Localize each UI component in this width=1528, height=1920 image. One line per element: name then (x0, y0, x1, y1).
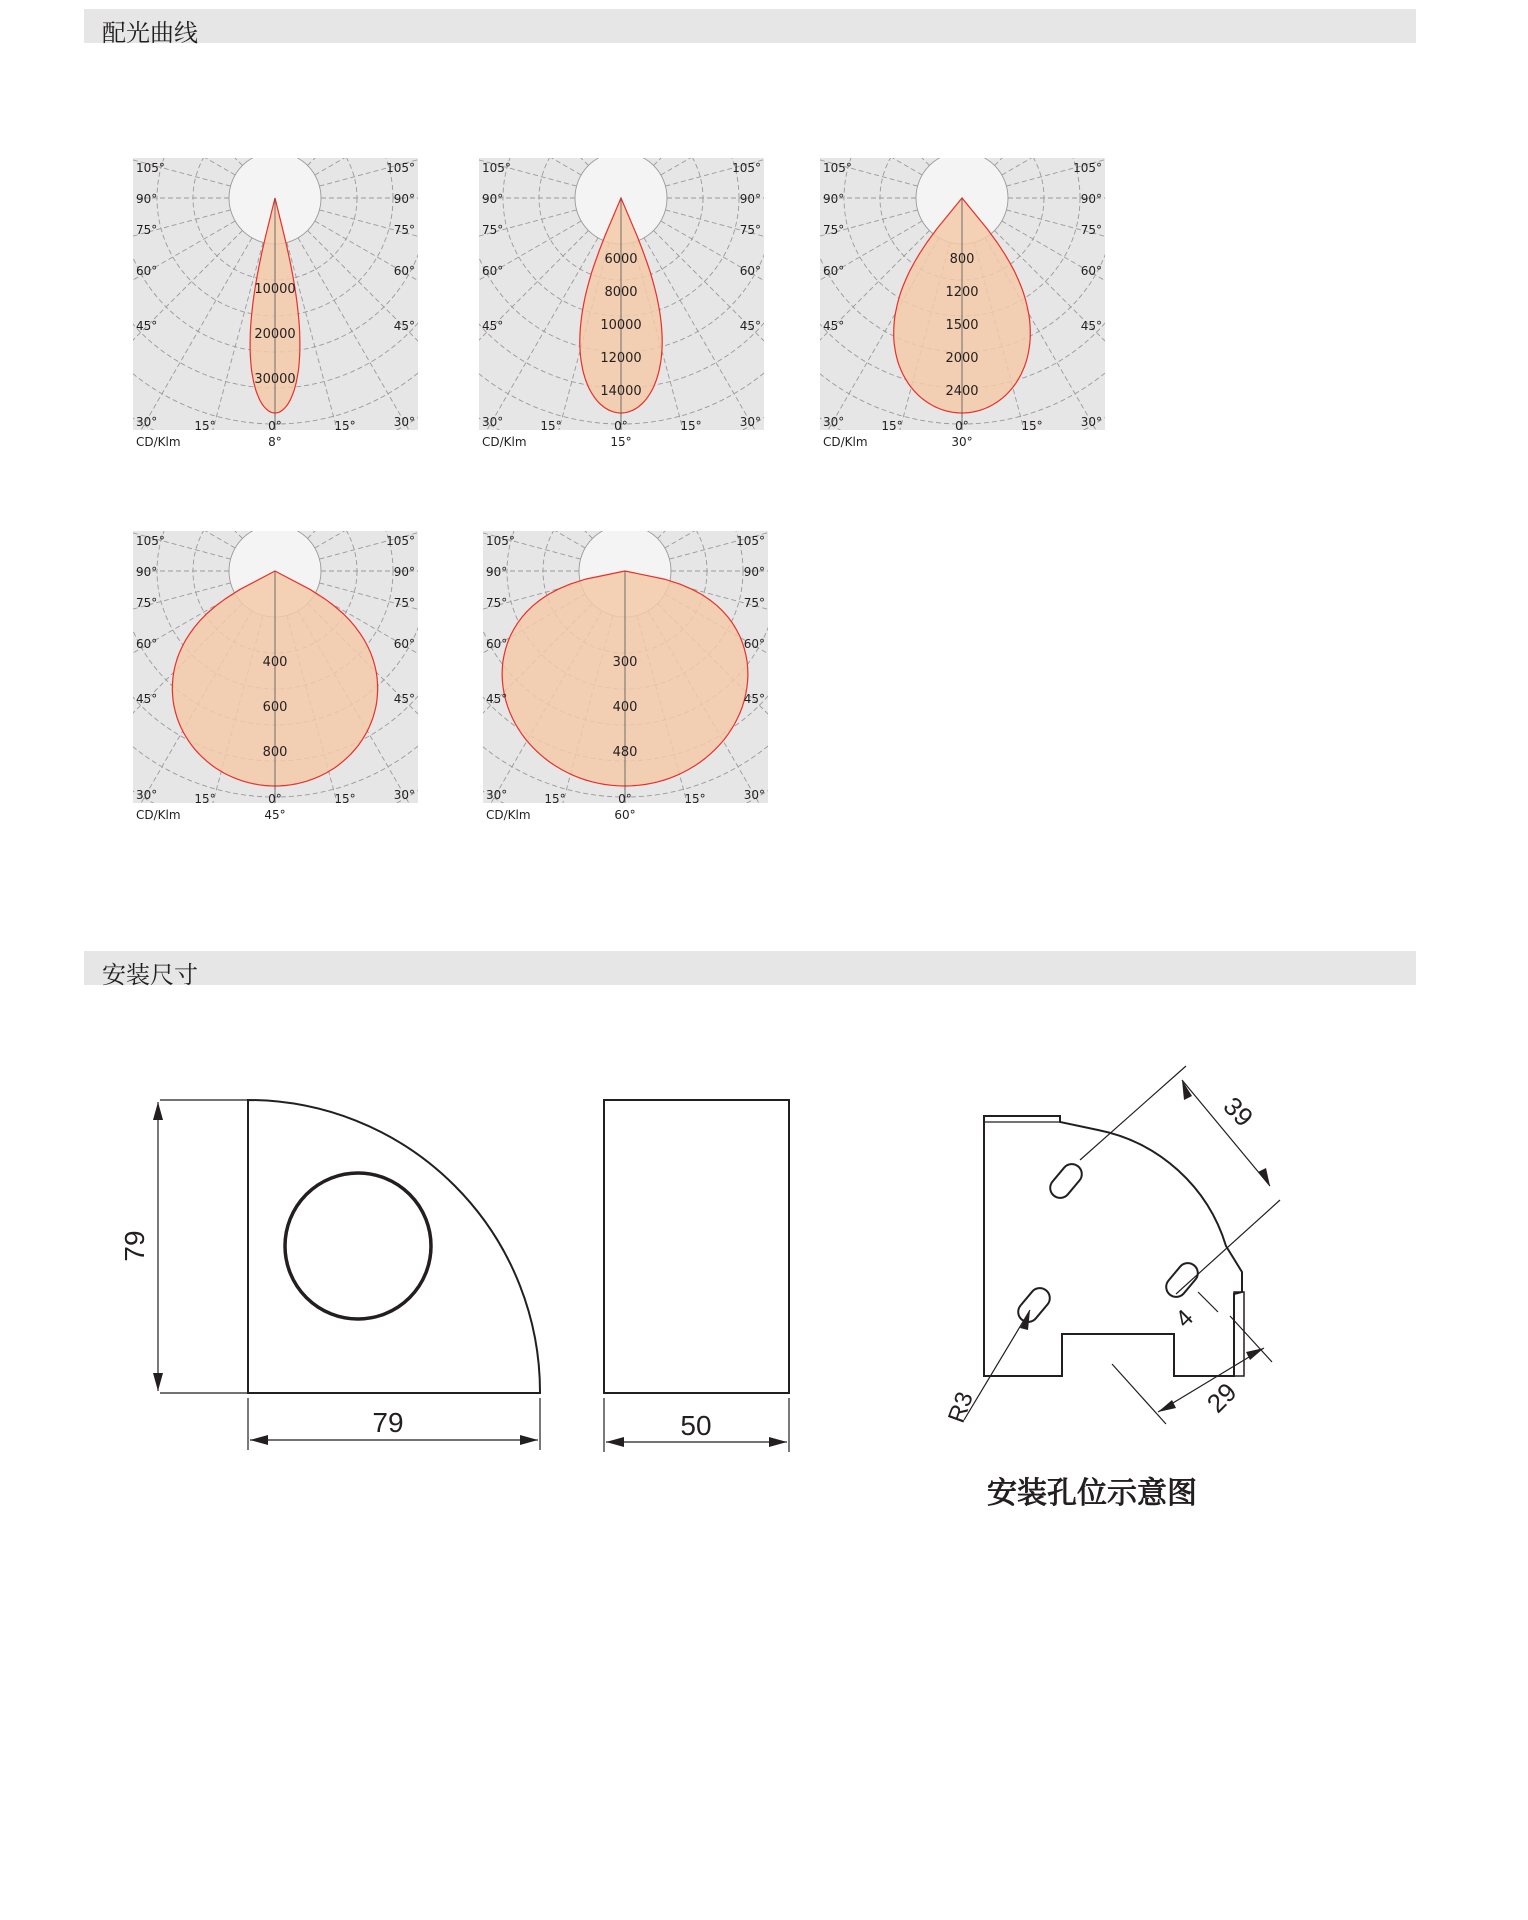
beam-angle-label: 45° (264, 808, 286, 822)
angle-label-right: 75° (393, 596, 415, 610)
angle-label-right: 75° (743, 596, 765, 610)
angle-label-0: 0° (614, 419, 628, 433)
angle-label-15-left: 15° (194, 419, 216, 433)
angle-label-15-right: 15° (334, 792, 356, 806)
angle-label-right: 105° (1073, 161, 1102, 175)
angle-label-left: 75° (823, 223, 845, 237)
angle-label-0: 0° (955, 419, 969, 433)
front-view-drawing (119, 1080, 550, 1460)
unit-label: CD/Klm (486, 808, 531, 822)
dim-width-label: 79 (372, 1407, 404, 1438)
beam-angle-label: 15° (610, 435, 632, 449)
angle-label-right: 30° (743, 788, 765, 802)
angle-label-left: 90° (823, 192, 845, 206)
angle-label-right: 90° (393, 192, 415, 206)
angle-label-right: 30° (739, 415, 761, 429)
ring-value-label: 8000 (604, 285, 638, 300)
ring-value-label: 480 (612, 745, 638, 760)
angle-label-left: 45° (482, 319, 504, 333)
ring-value-label: 30000 (254, 372, 296, 387)
angle-label-left: 60° (482, 264, 504, 278)
angle-label-right: 105° (386, 534, 415, 548)
angle-label-right: 90° (393, 565, 415, 579)
mounting-slot (1014, 1284, 1054, 1326)
angle-label-left: 90° (486, 565, 508, 579)
angle-label-left: 45° (136, 692, 158, 706)
angle-label-right: 60° (743, 637, 765, 651)
section-title: 安装尺寸 (102, 961, 198, 989)
angle-label-15-right: 15° (334, 419, 356, 433)
angle-label-right: 60° (393, 637, 415, 651)
angle-label-right: 60° (1080, 264, 1102, 278)
mounting-slot (1046, 1160, 1086, 1202)
angle-label-left: 90° (136, 565, 158, 579)
dim-depth-label: 50 (680, 1410, 712, 1441)
beam-angle-label: 30° (951, 435, 973, 449)
polar-chart-60deg (483, 531, 773, 831)
angle-label-0: 0° (268, 792, 282, 806)
angle-label-left: 30° (486, 788, 508, 802)
angle-label-right: 45° (1080, 319, 1102, 333)
unit-label: CD/Klm (136, 435, 181, 449)
angle-label-left: 105° (136, 534, 165, 548)
angle-label-right: 90° (739, 192, 761, 206)
angle-label-left: 75° (136, 596, 158, 610)
angle-label-right: 30° (393, 788, 415, 802)
ring-value-label: 6000 (604, 252, 638, 267)
ring-value-label: 2000 (945, 351, 979, 366)
ring-value-label: 20000 (254, 327, 296, 342)
angle-label-15-left: 15° (544, 792, 566, 806)
angle-label-right: 105° (386, 161, 415, 175)
unit-label: CD/Klm (136, 808, 181, 822)
angle-label-left: 45° (136, 319, 158, 333)
polar-chart-45deg (133, 531, 423, 831)
polar-chart-8deg (133, 158, 423, 458)
ring-value-label: 10000 (600, 318, 642, 333)
angle-label-right: 105° (732, 161, 761, 175)
bracket-outline (984, 1116, 1242, 1376)
ring-value-label: 800 (262, 745, 288, 760)
angle-label-left: 60° (486, 637, 508, 651)
dim-39-label: 39 (1217, 1090, 1260, 1133)
angle-label-0: 0° (618, 792, 632, 806)
angle-label-right: 45° (393, 692, 415, 706)
unit-label: CD/Klm (482, 435, 527, 449)
angle-label-right: 105° (736, 534, 765, 548)
polar-chart-15deg (479, 158, 769, 458)
angle-label-right: 30° (1080, 415, 1102, 429)
angle-label-left: 30° (823, 415, 845, 429)
angle-label-left: 45° (823, 319, 845, 333)
angle-label-left: 105° (136, 161, 165, 175)
angle-label-left: 90° (136, 192, 158, 206)
angle-label-right: 90° (1080, 192, 1102, 206)
polar-chart-30deg (820, 158, 1110, 458)
dim-height-label: 79 (119, 1230, 150, 1262)
section-title: 配光曲线 (102, 19, 198, 47)
angle-label-right: 75° (739, 223, 761, 237)
angle-label-right: 45° (739, 319, 761, 333)
ring-value-label: 1500 (945, 318, 979, 333)
radius-label: R3 (943, 1388, 979, 1427)
angle-label-left: 75° (482, 223, 504, 237)
side-view-drawing (595, 1080, 805, 1460)
angle-label-15-left: 15° (881, 419, 903, 433)
angle-label-right: 75° (1080, 223, 1102, 237)
ring-value-label: 600 (262, 700, 288, 715)
ring-value-label: 14000 (600, 384, 642, 399)
angle-label-right: 60° (739, 264, 761, 278)
angle-label-left: 75° (486, 596, 508, 610)
beam-angle-label: 60° (614, 808, 636, 822)
angle-label-left: 60° (136, 637, 158, 651)
angle-label-15-right: 15° (680, 419, 702, 433)
angle-label-left: 75° (136, 223, 158, 237)
dim-4-label: 4 (1170, 1304, 1199, 1333)
side-view-outline (604, 1100, 789, 1393)
angle-label-right: 45° (393, 319, 415, 333)
angle-label-left: 60° (136, 264, 158, 278)
angle-label-0: 0° (268, 419, 282, 433)
ring-value-label: 12000 (600, 351, 642, 366)
angle-label-right: 45° (743, 692, 765, 706)
angle-label-15-left: 15° (540, 419, 562, 433)
angle-label-left: 45° (486, 692, 508, 706)
mounting-hole-diagram (940, 1060, 1300, 1460)
ring-value-label: 1200 (945, 285, 979, 300)
angle-label-15-left: 15° (194, 792, 216, 806)
angle-label-15-right: 15° (684, 792, 706, 806)
dim-29-label: 29 (1200, 1376, 1243, 1419)
section-header-install-dimensions (84, 951, 1416, 989)
mounting-slot (1162, 1259, 1202, 1301)
angle-label-left: 60° (823, 264, 845, 278)
front-view-outline (248, 1100, 540, 1393)
angle-label-left: 105° (823, 161, 852, 175)
ring-value-label: 400 (262, 655, 288, 670)
unit-label: CD/Klm (823, 435, 868, 449)
lens-circle (285, 1173, 431, 1319)
angle-label-right: 75° (393, 223, 415, 237)
angle-label-15-right: 15° (1021, 419, 1043, 433)
section-header-light-distribution (84, 9, 1416, 47)
ring-value-label: 800 (949, 252, 975, 267)
angle-label-left: 105° (482, 161, 511, 175)
ring-value-label: 2400 (945, 384, 979, 399)
ring-value-label: 300 (612, 655, 638, 670)
angle-label-left: 30° (482, 415, 504, 429)
angle-label-left: 30° (136, 415, 158, 429)
angle-label-right: 60° (393, 264, 415, 278)
beam-angle-label: 8° (268, 435, 282, 449)
ring-value-label: 400 (612, 700, 638, 715)
angle-label-left: 105° (486, 534, 515, 548)
angle-label-right: 90° (743, 565, 765, 579)
ring-value-label: 10000 (254, 282, 296, 297)
angle-label-left: 90° (482, 192, 504, 206)
mounting-diagram-caption: 安装孔位示意图 (987, 1476, 1197, 1511)
angle-label-left: 30° (136, 788, 158, 802)
angle-label-right: 30° (393, 415, 415, 429)
